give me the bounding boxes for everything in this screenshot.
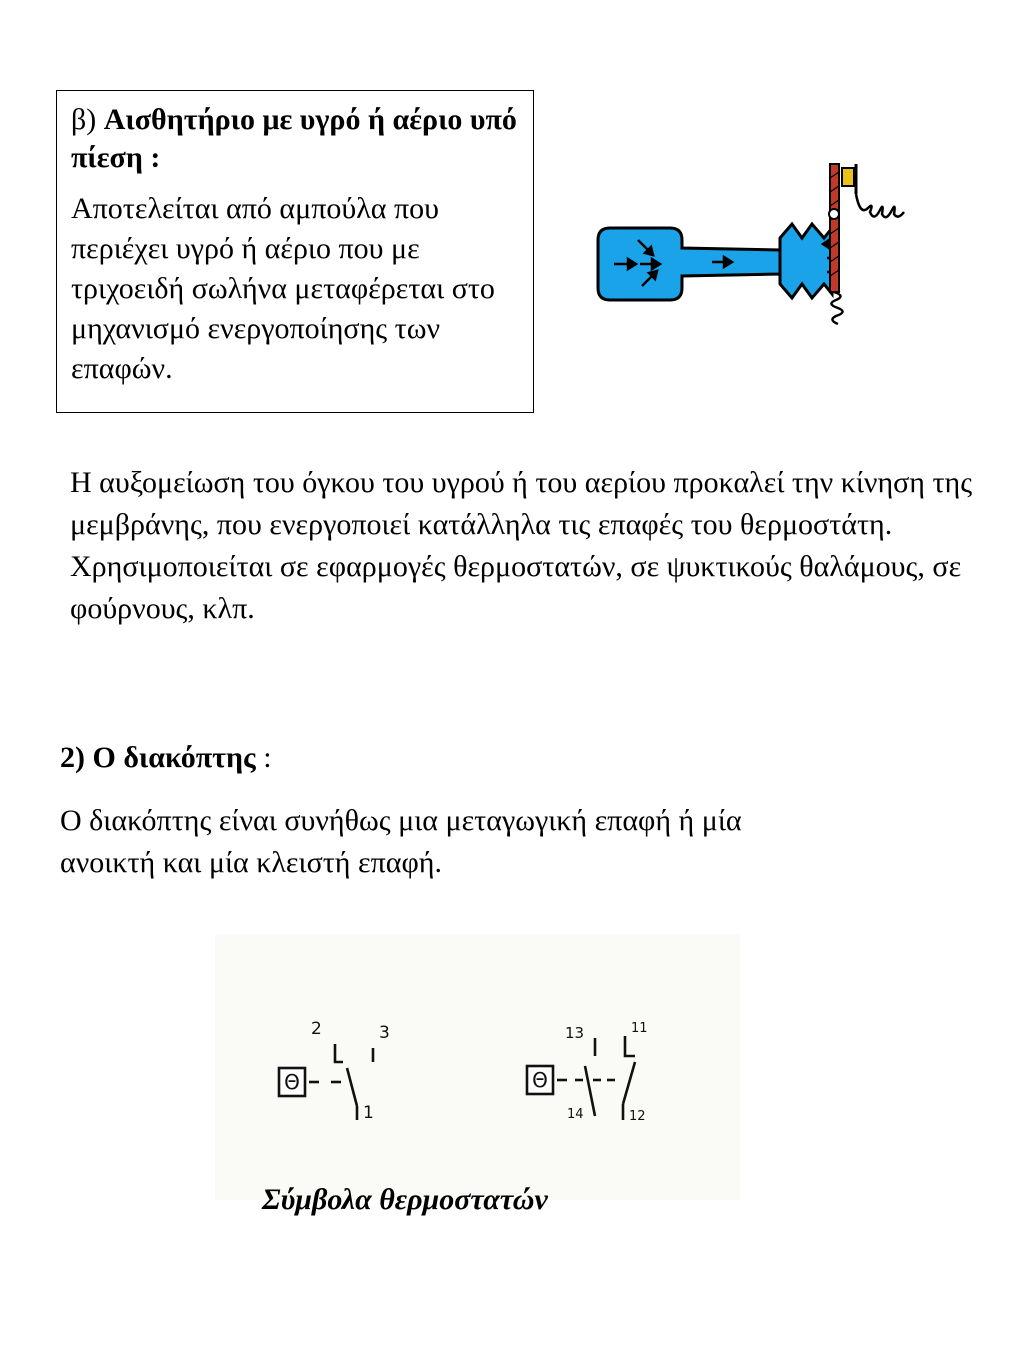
thermostat-symbols-figure [215,934,740,1200]
sensor-description-box [56,90,534,413]
terminal-label-3: 3 [379,1023,390,1043]
terminal-label-2: 2 [311,1019,322,1039]
terminal-label-11: 11 [631,1021,648,1036]
terminal-label-13: 13 [565,1024,585,1042]
thermostat-symbols-drawing [215,934,740,1200]
box-title-prefix: β) [71,103,104,136]
theta-mark-left: Θ [284,1070,300,1094]
paragraph-switch: Ο διακόπτης είναι συνήθως μια μεταγωγική επαφή ή μία ανοικτή και μία κλειστή επαφή. [60,804,742,879]
bellows [780,224,832,298]
upper-spring-icon [856,194,904,217]
box-title-bold: Αισθητήριο με υγρό ή αέριο υπό πίεση : [71,103,517,174]
pressure-sensor-diagram [592,158,952,338]
pivot-icon [829,209,839,219]
section-heading-switch [60,738,272,778]
terminal-label-14: 14 [567,1107,584,1122]
terminal-label-12: 12 [629,1109,646,1124]
box-text: Αποτελείται από αμπούλα που περιέχει υγρό ή αέριο που με τριχοειδή σωλήνα μεταφέρεται στο μηχανισμό ενεργοποίησης των επαφών. [71,192,495,385]
section-heading-bold: 2) Ο διακόπτης [60,741,256,774]
section-heading-suffix: : [255,741,272,774]
paragraph-volume-change: Η αυξομείωση του όγκου του υγρού ή του αερίου προκαλεί την κίνηση της μεμβράνης, που ενεργοποιεί κατάλληλα τις επαφές του θερμοστάτη. Χρησιμοποιείται σε εφαρμογές θερμοστατών, σε ψυκτικούς θαλάμους, σε φούρνους, κλπ. [70,466,973,625]
figure-caption: Σύμβολα θερμοστατών [262,1183,548,1216]
terminal-label-1: 1 [363,1103,374,1123]
theta-mark-right: Θ [532,1068,548,1092]
contact-block [842,168,854,186]
box-title [71,101,519,177]
